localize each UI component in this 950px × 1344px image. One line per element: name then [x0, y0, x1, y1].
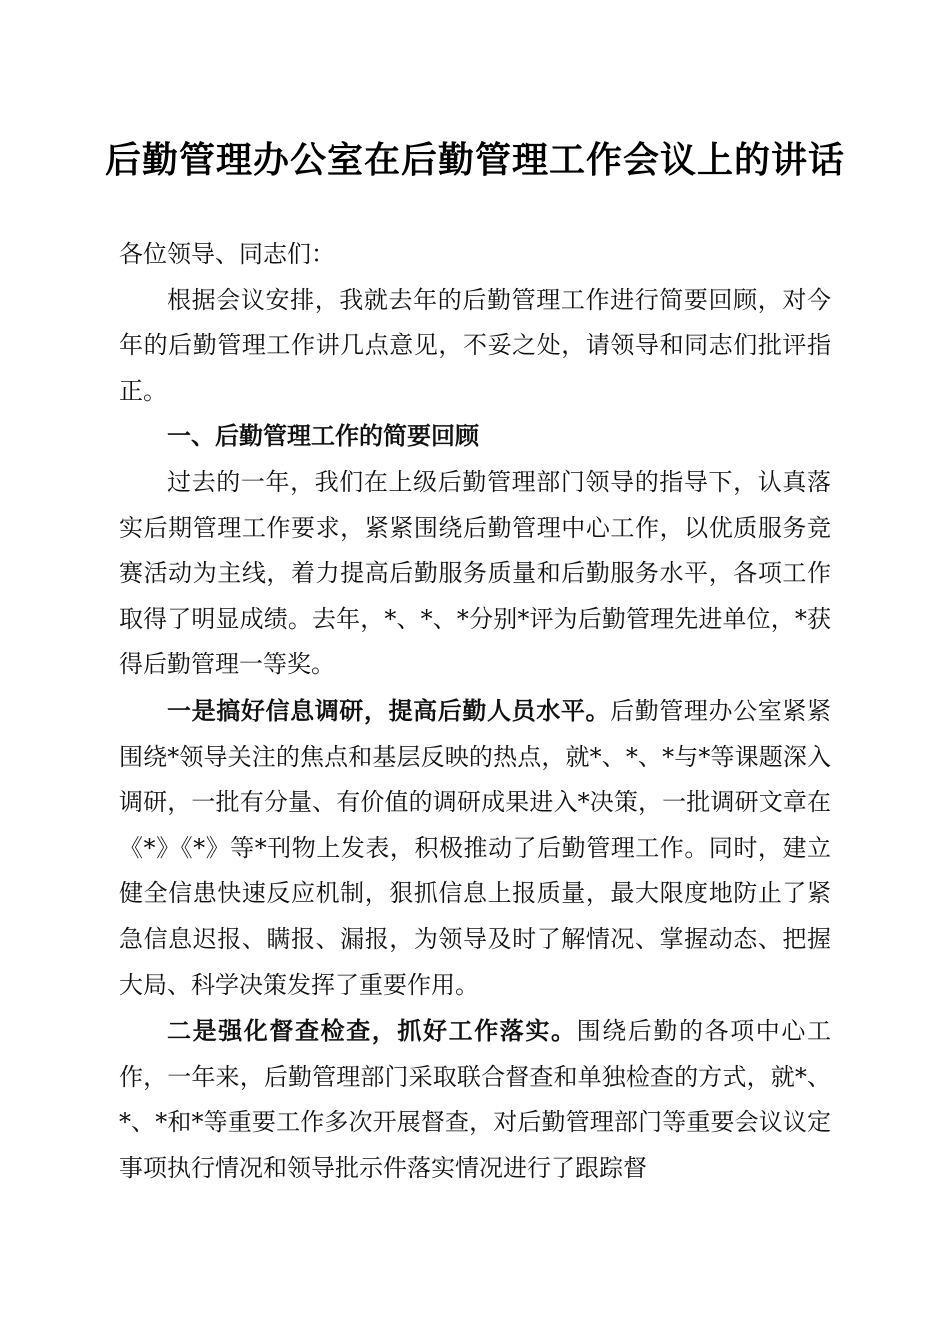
salutation: 各位领导、同志们：	[119, 240, 335, 268]
review-paragraph: 过去的一年，我们在上级后勤管理部门领导的指导下，认真落实后期管理工作要求，紧紧围绕后勤管理中心工作，以优质服务竞赛活动为主线，着力提高后勤服务质量和后勤服务水平，各项工作取得了明显成绩。去年，*、*、*分别*评为后勤管理先进单位，*获得后勤管理一等奖。	[119, 467, 831, 679]
point-one-lead: 一是搞好信息调研，提高后勤人员水平。	[167, 695, 611, 725]
intro-paragraph: 根据会议安排，我就去年的后勤管理工作进行简要回顾，对今年的后勤管理工作讲几点意见，不妥之处，请领导和同志们批评指正。	[119, 285, 831, 405]
document-title: 后勤管理办公室在后勤管理工作会议上的讲话	[104, 139, 845, 181]
section-heading-review: 一、后勤管理工作的简要回顾	[167, 422, 479, 451]
point-one-paragraph	[119, 688, 831, 1008]
point-one-body: 后勤管理办公室紧紧围绕*领导关注的焦点和基层反映的热点，就*、*、*与*等课题深入调研，一批有分量、有价值的调研成果进入*决策，一批调研文章在《*》《*》等*刊物上发表，积极推动了后勤管理工作。同时，建立健全信患快速反应机制，狠抓信息上报质量，最大限度地防止了紧急信息迟报、瞒报、漏报，为领导及时了解情况、掌握动态、把握大局、科学决策发挥了重要作用。	[119, 696, 832, 999]
point-two-lead: 二是强化督查检查，抓好工作落实。	[167, 1016, 577, 1046]
point-two-paragraph	[119, 1008, 831, 1191]
document-body	[119, 232, 831, 1191]
point-two-body: 围绕后勤的各项中心工作，一年来，后勤管理部门采取联合督查和单独检查的方式，就*、*、*和*等重要工作多次开展督查，对后勤管理部门等重要会议议定事项执行情况和领导批示件落实情况进行了跟踪督	[119, 1017, 832, 1182]
